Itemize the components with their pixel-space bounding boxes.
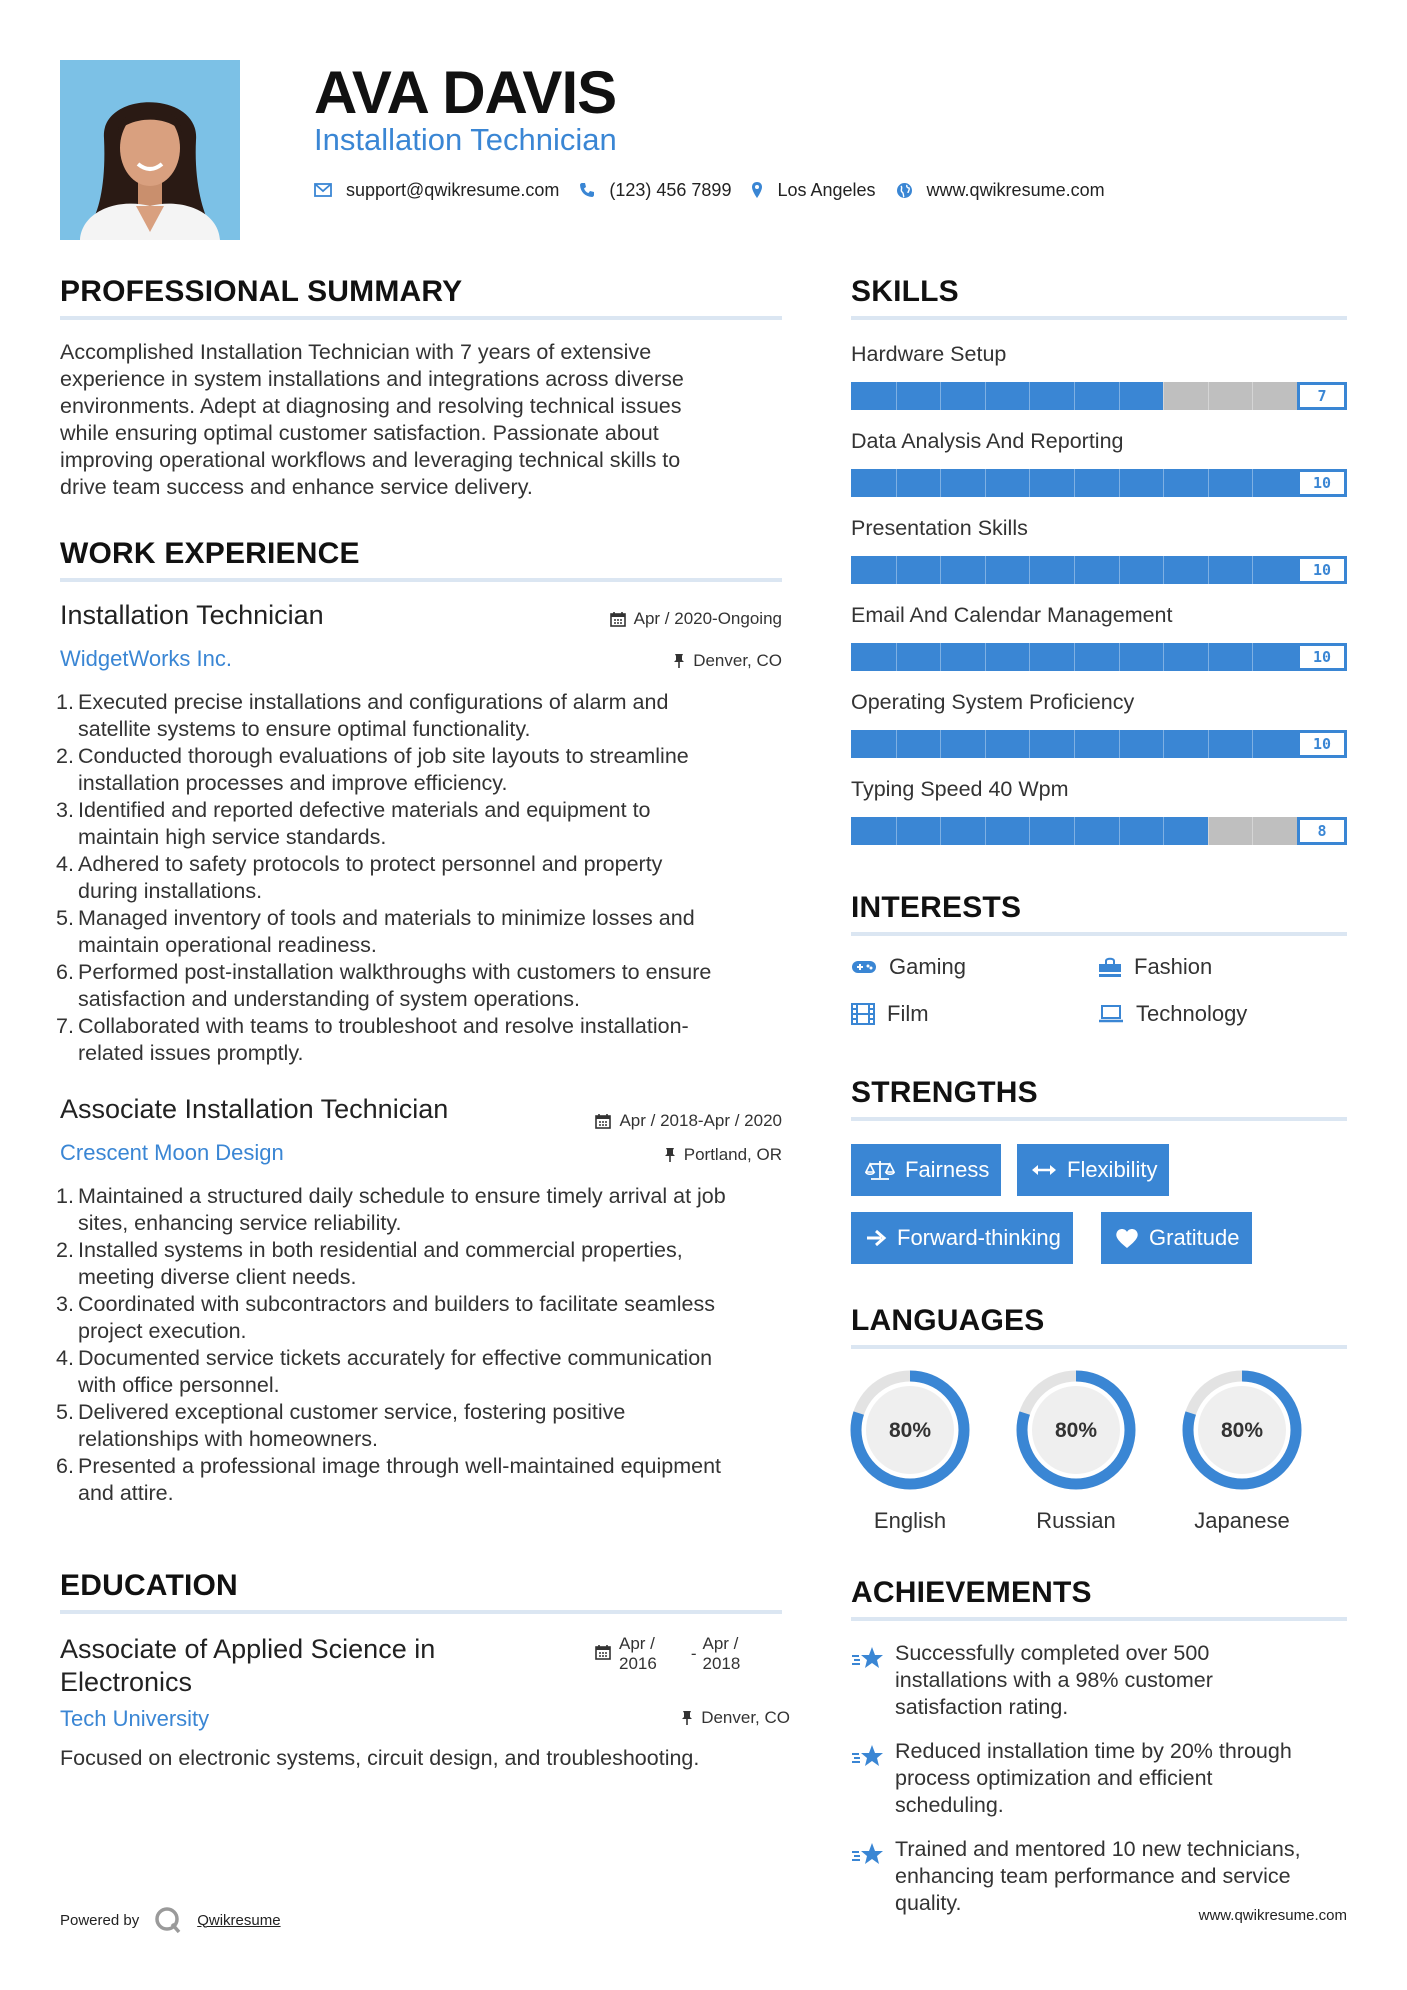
skill-bar-segment	[940, 643, 941, 671]
strength-tag	[851, 1212, 1073, 1264]
bullet-text: related issues promptly.	[78, 1041, 304, 1065]
bullet-text: Coordinated with subcontractors and builders to facilitate seamless	[78, 1292, 715, 1316]
skill-bar-segment	[1029, 469, 1030, 497]
laptop-icon	[1098, 1004, 1124, 1024]
bullet-number: 5.	[56, 1400, 74, 1424]
skill-bar-segment	[1119, 730, 1120, 758]
language-name: Japanese	[1194, 1508, 1290, 1533]
interest-item	[851, 1001, 929, 1027]
job-bullets	[56, 689, 790, 1067]
achievement-line: Trained and mentored 10 new technicians,	[895, 1837, 1301, 1861]
bullet-text: during installations.	[78, 879, 263, 903]
flying-star-icon	[851, 1840, 885, 1870]
job-company: Crescent Moon Design	[60, 1140, 284, 1165]
skill-bar-segment	[1029, 730, 1030, 758]
skill-bar-segment	[1119, 382, 1120, 410]
skill-bar-segment	[1119, 556, 1120, 584]
achievement-text	[895, 1836, 1301, 1917]
bullet-text: Maintained a structured daily schedule to ensure timely arrival at job	[78, 1184, 726, 1208]
language-percent: 80%	[888, 1419, 932, 1442]
list-item	[56, 905, 790, 959]
job-title: Associate Installation Technician	[60, 1094, 449, 1124]
education-end	[703, 1634, 741, 1674]
skill-label: Email And Calendar Management	[851, 603, 1173, 627]
list-item	[56, 1345, 790, 1399]
pushpin-icon	[681, 1710, 693, 1726]
calendar-icon	[595, 1113, 611, 1129]
achievement-item	[851, 1738, 1292, 1819]
list-item	[56, 1291, 790, 1345]
calendar-icon	[610, 611, 626, 627]
achievement-text	[895, 1640, 1213, 1721]
list-item	[56, 959, 790, 1013]
list-item	[56, 689, 790, 743]
experience-divider	[60, 578, 782, 582]
achievement-line: process optimization and efficient	[895, 1766, 1213, 1790]
strength-label: Fairness	[905, 1157, 990, 1182]
skill-bar-segment	[940, 817, 941, 845]
envelope-icon	[314, 183, 332, 197]
bullet-number: 2.	[56, 1238, 74, 1262]
skill-bar-segment	[896, 817, 897, 845]
skill-bar-segment	[985, 643, 986, 671]
achievement-line: quality.	[895, 1891, 962, 1915]
skill-bar-segment	[896, 469, 897, 497]
list-item	[56, 1237, 790, 1291]
achievement-line: scheduling.	[895, 1793, 1004, 1817]
list-item	[56, 851, 790, 905]
summary-line: drive team success and enhance service delivery.	[60, 475, 533, 499]
bullet-number: 4.	[56, 1346, 74, 1370]
bullet-number: 4.	[56, 852, 74, 876]
skill-bar-segment	[1074, 817, 1075, 845]
bullet-text: Executed precise installations and configurations of alarm and	[78, 690, 669, 714]
contact-row	[314, 178, 1125, 202]
job-location-text: Portland, OR	[683, 1145, 782, 1164]
bullet-number: 6.	[56, 1454, 74, 1478]
education-location-text: Denver, CO	[701, 1708, 790, 1727]
list-item	[56, 1399, 790, 1453]
education-divider	[60, 1610, 782, 1614]
contact-email[interactable]	[314, 180, 559, 201]
bullet-text: satellite systems to ensure optimal functionality.	[78, 717, 531, 741]
language-percent: 80%	[1054, 1419, 1098, 1442]
achievement-item	[851, 1836, 1301, 1917]
powered-by-text: Powered by	[60, 1911, 140, 1929]
list-item	[56, 743, 790, 797]
skill-bar-segment	[1119, 469, 1120, 497]
job-location	[664, 1145, 782, 1165]
website-text: www.qwikresume.com	[926, 179, 1105, 200]
flying-star-icon	[851, 1644, 885, 1674]
strength-tag	[851, 1144, 1001, 1196]
strength-label: Gratitude	[1149, 1225, 1240, 1250]
degree-line: Associate of Applied Science in	[60, 1634, 436, 1664]
education-description: Focused on electronic systems, circuit design, and troubleshooting.	[60, 1746, 700, 1770]
bullet-text: Adhered to safety protocols to protect personnel and property	[78, 852, 663, 876]
skill-bar-segment	[1163, 730, 1164, 758]
skill-bar-segment	[1163, 469, 1164, 497]
summary-line: improving operational workflows and leveraging technical skills to	[60, 448, 681, 472]
job-title: Installation Technician	[60, 600, 324, 630]
email-text: support@qwikresume.com	[346, 179, 560, 200]
achievements-divider	[851, 1617, 1347, 1621]
achievement-line: satisfaction rating.	[895, 1695, 1069, 1719]
bullet-number: 3.	[56, 1292, 74, 1316]
bullet-text: Identified and reported defective materials and equipment to	[78, 798, 651, 822]
globe-icon	[896, 182, 913, 199]
languages-divider	[851, 1345, 1347, 1349]
achievement-line: Successfully completed over 500	[895, 1641, 1210, 1665]
bullet-text: meeting diverse client needs.	[78, 1265, 357, 1289]
skill-bar-segment	[1208, 730, 1209, 758]
job-dates	[610, 609, 782, 629]
bullet-text: satisfaction and understanding of system operations.	[78, 987, 580, 1011]
skill-bar-segment	[1074, 469, 1075, 497]
job-dates	[595, 1111, 782, 1131]
job-location	[673, 651, 782, 671]
job-company: WidgetWorks Inc.	[60, 646, 232, 671]
education-dates	[595, 1634, 740, 1674]
gamepad-icon	[851, 959, 877, 975]
bullet-text: and attire.	[78, 1481, 174, 1505]
contact-location	[751, 180, 875, 201]
summary-line: Accomplished Installation Technician with 7 years of extensive	[60, 340, 652, 364]
skill-bar	[851, 469, 1347, 497]
language-name: English	[873, 1508, 947, 1533]
skill-bar-segment	[985, 556, 986, 584]
language-item	[1177, 1365, 1307, 1534]
interest-label: Technology	[1136, 1001, 1248, 1026]
summary-line: environments. Adept at diagnosing and resolving technical issues	[60, 394, 682, 418]
education-location	[681, 1708, 790, 1728]
skill-label: Typing Speed 40 Wpm	[851, 777, 1069, 801]
flying-star-icon	[851, 1742, 885, 1772]
shopping-bag-icon	[1098, 956, 1122, 978]
strength-label: Flexibility	[1067, 1157, 1158, 1182]
skill-bar-segment	[940, 382, 941, 410]
achievement-line: Reduced installation time by 20% through	[895, 1739, 1292, 1763]
balance-scale-icon	[865, 1159, 895, 1181]
skill-bar-segment	[985, 730, 986, 758]
candidate-title: Installation Technician	[314, 122, 617, 157]
language-item	[845, 1365, 975, 1534]
skill-bar-segment	[896, 556, 897, 584]
skill-bar-segment	[940, 730, 941, 758]
bullet-number: 3.	[56, 798, 74, 822]
bullet-text: Managed inventory of tools and materials to minimize losses and	[78, 906, 695, 930]
strengths-divider	[851, 1117, 1347, 1121]
arrows-horizontal-icon	[1031, 1162, 1057, 1178]
bullet-text: Installed systems in both residential and commercial properties,	[78, 1238, 683, 1262]
phone-icon	[579, 182, 595, 198]
list-item	[56, 1013, 790, 1067]
achievements-heading: ACHIEVEMENTS	[851, 1576, 1092, 1609]
skill-bar	[851, 556, 1347, 584]
bullet-number: 2.	[56, 744, 74, 768]
summary-line: while ensuring optimal customer satisfaction. Passionate about	[60, 421, 659, 445]
languages-heading: LANGUAGES	[851, 1304, 1045, 1337]
bullet-number: 1.	[56, 690, 74, 714]
skill-bar-segment	[1029, 643, 1030, 671]
skill-bar-segment	[1119, 643, 1120, 671]
school-name: Tech University	[60, 1706, 210, 1731]
date-separator: -	[690, 1644, 697, 1663]
list-item	[56, 1453, 790, 1507]
education-heading: EDUCATION	[60, 1569, 238, 1602]
language-percent: 80%	[1220, 1419, 1264, 1442]
skill-bar-segment	[896, 382, 897, 410]
job-dates-text: Apr / 2018-Apr / 2020	[619, 1111, 782, 1130]
language-donut	[1011, 1365, 1141, 1495]
skill-bar-segment	[1074, 556, 1075, 584]
skill-bar	[851, 817, 1347, 845]
bullet-text: Conducted thorough evaluations of job site layouts to streamline	[78, 744, 689, 768]
date-part: 2016	[619, 1654, 657, 1673]
skill-level-badge: 8	[1297, 817, 1347, 845]
skills-divider	[851, 316, 1347, 320]
location-text: Los Angeles	[777, 179, 876, 200]
bullet-text: installation processes and improve efficiency.	[78, 771, 508, 795]
skill-bar-segment	[985, 469, 986, 497]
bullet-text: Performed post-installation walkthroughs with customers to ensure	[78, 960, 712, 984]
skill-bar	[851, 643, 1347, 671]
achievement-item	[851, 1640, 1213, 1721]
achievement-text	[895, 1738, 1292, 1819]
arrow-right-icon	[865, 1228, 887, 1248]
language-donut	[1177, 1365, 1307, 1495]
job-bullets	[56, 1183, 790, 1507]
achievement-line: installations with a 98% customer	[895, 1668, 1213, 1692]
skill-bar-segment	[1029, 556, 1030, 584]
skill-bar	[851, 382, 1347, 410]
skill-bar-segment	[1252, 730, 1253, 758]
summary-line: experience in system installations and integrations across diverse	[60, 367, 684, 391]
skill-bar-segment	[1252, 643, 1253, 671]
summary-heading: PROFESSIONAL SUMMARY	[60, 275, 463, 308]
interests-heading: INTERESTS	[851, 891, 1022, 924]
skill-level-badge: 10	[1297, 643, 1347, 671]
skill-bar-segment	[1163, 643, 1164, 671]
skill-bar-segment	[1163, 556, 1164, 584]
interest-item	[851, 954, 966, 980]
interests-divider	[851, 932, 1347, 936]
skill-label: Operating System Proficiency	[851, 690, 1135, 714]
brand-link[interactable]: Qwikresume	[197, 1911, 281, 1929]
achievement-line: enhancing team performance and service	[895, 1864, 1291, 1888]
skill-bar-segment	[1208, 643, 1209, 671]
interest-label: Gaming	[889, 954, 967, 979]
date-part: 2018	[702, 1654, 741, 1673]
pushpin-icon	[664, 1147, 676, 1163]
strengths-heading: STRENGTHS	[851, 1076, 1038, 1109]
bullet-text: Documented service tickets accurately for effective communication	[78, 1346, 713, 1370]
interest-item	[1098, 1001, 1247, 1027]
skill-label: Data Analysis And Reporting	[851, 429, 1124, 453]
calendar-icon	[595, 1644, 611, 1660]
skill-bar-segment	[1163, 382, 1164, 410]
skill-bar-segment	[1119, 817, 1120, 845]
skill-bar-segment	[1252, 817, 1253, 845]
footer-powered-by	[60, 1905, 281, 1935]
skill-bar-segment	[896, 643, 897, 671]
skill-bar-segment	[1208, 817, 1209, 845]
skill-bar-segment	[1208, 556, 1209, 584]
bullet-text: project execution.	[78, 1319, 247, 1343]
bullet-text: relationships with homeowners.	[78, 1427, 378, 1451]
bullet-text: with office personnel.	[78, 1373, 280, 1397]
skill-level-badge: 7	[1297, 382, 1347, 410]
pushpin-icon	[673, 653, 685, 669]
skill-bar-segment	[1208, 382, 1209, 410]
skill-bar-segment	[985, 382, 986, 410]
bullet-text: Presented a professional image through well-maintained equipment	[78, 1454, 721, 1478]
date-part: Apr /	[619, 1634, 655, 1653]
skill-bar-segment	[1074, 382, 1075, 410]
skill-bar-segment	[1252, 469, 1253, 497]
strength-tag	[1101, 1212, 1252, 1264]
list-item	[56, 797, 790, 851]
job-location-text: Denver, CO	[693, 651, 782, 670]
bullet-text: Collaborated with teams to troubleshoot and resolve installation-	[78, 1014, 689, 1038]
bullet-number: 5.	[56, 906, 74, 930]
skill-level-badge: 10	[1297, 469, 1347, 497]
bullet-text: maintain operational readiness.	[78, 933, 377, 957]
bullet-number: 7.	[56, 1014, 74, 1038]
skill-bar-segment	[940, 556, 941, 584]
profile-photo	[60, 60, 240, 240]
skill-bar-fill	[851, 382, 1163, 410]
interest-label: Film	[887, 1001, 929, 1026]
skill-label: Presentation Skills	[851, 516, 1028, 540]
contact-website[interactable]	[896, 180, 1105, 201]
summary-divider	[60, 316, 782, 320]
skill-bar-segment	[896, 730, 897, 758]
interest-item	[1098, 954, 1212, 980]
skill-level-badge: 10	[1297, 556, 1347, 584]
skill-bar-segment	[1074, 730, 1075, 758]
contact-phone[interactable]	[579, 180, 731, 201]
bullet-number: 6.	[56, 960, 74, 984]
date-part: Apr /	[702, 1634, 739, 1653]
skill-bar-segment	[1252, 382, 1253, 410]
qwikresume-logo-icon	[153, 1905, 183, 1935]
job-dates-text: Apr / 2020-Ongoing	[633, 609, 782, 628]
language-name: Russian	[1036, 1508, 1116, 1533]
bullet-text: sites, enhancing service reliability.	[78, 1211, 402, 1235]
map-pin-icon	[751, 181, 763, 199]
skill-bar-segment	[1029, 382, 1030, 410]
bullet-text: Delivered exceptional customer service, fostering positive	[78, 1400, 626, 1424]
skill-bar-segment	[985, 817, 986, 845]
bullet-text: maintain high service standards.	[78, 825, 387, 849]
heart-icon	[1115, 1227, 1139, 1249]
degree-title	[60, 1633, 435, 1699]
skill-bar-segment	[1252, 556, 1253, 584]
bullet-number: 1.	[56, 1184, 74, 1208]
interest-label: Fashion	[1134, 954, 1213, 979]
skill-bar	[851, 730, 1347, 758]
skill-bar-segment	[940, 469, 941, 497]
list-item	[56, 1183, 790, 1237]
summary-text	[60, 339, 782, 501]
experience-heading: WORK EXPERIENCE	[60, 537, 360, 570]
phone-text: (123) 456 7899	[609, 179, 732, 200]
candidate-name: AVA DAVIS	[314, 59, 617, 126]
education-start	[619, 1634, 657, 1674]
skill-bar-segment	[1163, 817, 1164, 845]
skill-label: Hardware Setup	[851, 342, 1007, 366]
skill-bar-segment	[1208, 469, 1209, 497]
footer-site[interactable]: www.qwikresume.com	[1198, 1907, 1347, 1924]
strength-label: Forward-thinking	[897, 1225, 1061, 1250]
skill-level-badge: 10	[1297, 730, 1347, 758]
language-donut	[845, 1365, 975, 1495]
skills-heading: SKILLS	[851, 275, 959, 308]
film-icon	[851, 1003, 875, 1025]
degree-line: Electronics	[60, 1667, 193, 1697]
skill-bar-segment	[1029, 817, 1030, 845]
skill-bar-segment	[1074, 643, 1075, 671]
strength-tag	[1017, 1144, 1169, 1196]
language-item	[1011, 1365, 1141, 1534]
